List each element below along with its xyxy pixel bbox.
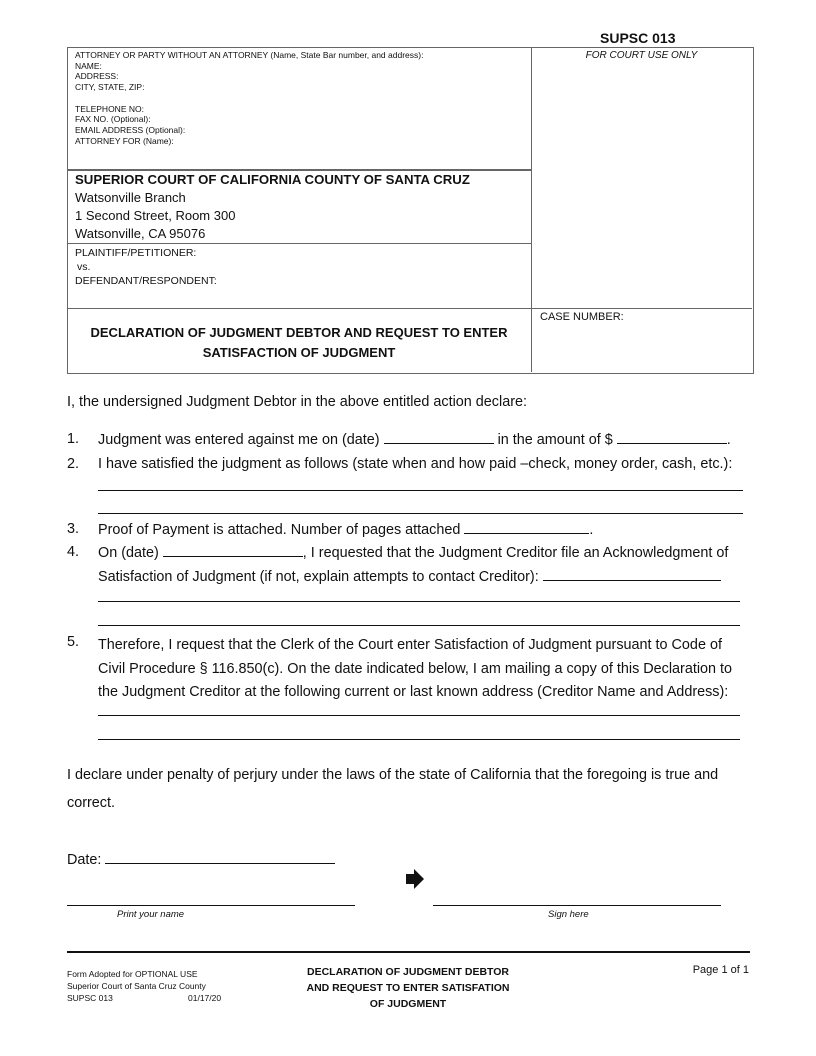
attorney-section [75, 50, 423, 146]
payment-details-line[interactable] [98, 513, 743, 514]
payment-details-line[interactable] [98, 490, 743, 491]
spacer [75, 93, 423, 104]
item-3-text: . [589, 522, 594, 538]
parties [75, 246, 217, 288]
print-name-label: Print your name [117, 909, 185, 920]
attorney-city-field[interactable]: CITY, STATE, ZIP: [75, 82, 145, 93]
judgment-date-field[interactable] [384, 431, 494, 444]
creditor-address-line[interactable] [98, 715, 740, 716]
item-number: 1. [67, 431, 80, 447]
date-label: Date: [67, 852, 102, 868]
court-street: 1 Second Street, Room 300 [75, 208, 236, 223]
item-1-text: in the amount of $ [497, 432, 613, 448]
footer-left [67, 968, 237, 1004]
attorney-address-field[interactable]: ADDRESS: [75, 71, 119, 82]
declaration-text: correct. [67, 795, 115, 811]
item-5-text: Therefore, I request that the Clerk of the Court enter Satisfaction of Judgment pursuant to Code of [98, 637, 722, 653]
divider [67, 243, 531, 244]
divider [67, 308, 752, 309]
footer-title-line: DECLARATION OF JUDGMENT DEBTOR [306, 966, 510, 978]
signature-line[interactable] [433, 905, 721, 906]
attorney-email-field[interactable]: EMAIL ADDRESS (Optional): [75, 124, 186, 135]
item-4-continued [98, 568, 721, 585]
footer-rule [67, 951, 750, 953]
item-3-text: Proof of Payment is attached. Number of pages attached [98, 522, 461, 538]
item-number: 2. [67, 456, 80, 472]
footer-title-line: OF JUDGMENT [369, 998, 447, 1010]
intro-text: I, the undersigned Judgment Debtor in the above entitled action declare: [67, 394, 528, 410]
footer-id-row [67, 992, 237, 1004]
attorney-name-field[interactable]: NAME: [75, 60, 102, 71]
form-title-line: DECLARATION OF JUDGMENT DEBTOR AND REQUEST TO ENTER [90, 325, 508, 340]
item-5 [98, 634, 732, 705]
divider [531, 47, 532, 372]
item-2-text: I have satisfied the judgment as follows (state when and how paid –check, money order, cash, etc.): [98, 456, 733, 472]
item-number: 5. [67, 634, 80, 650]
pages-attached-field[interactable] [464, 521, 589, 534]
item-1-text: Judgment was entered against me on (date) [98, 432, 380, 448]
court-use-label: FOR COURT USE ONLY [585, 50, 698, 61]
defendant-field[interactable]: DEFENDANT/RESPONDENT: [75, 275, 217, 287]
court-info [75, 171, 470, 243]
sign-here-label: Sign here [548, 909, 589, 920]
attorney-for-field[interactable]: ATTORNEY FOR (Name): [75, 135, 174, 146]
footer-text: Superior Court of Santa Cruz County [67, 981, 206, 991]
judgment-amount-field[interactable] [617, 431, 727, 444]
attorney-telephone-field[interactable]: TELEPHONE NO: [75, 103, 144, 114]
footer-date: 01/17/20 [188, 993, 222, 1003]
item-number: 4. [67, 544, 80, 560]
item-4-text: , I requested that the Judgment Creditor file an Acknowledgment of [302, 545, 729, 561]
item-4-text: Satisfaction of Judgment (if not, explain attempts to contact Creditor): [98, 569, 539, 585]
footer-form-id: SUPSC 013 [67, 993, 113, 1003]
case-number-field[interactable]: CASE NUMBER: [540, 311, 624, 323]
page-number: Page 1 of 1 [692, 964, 749, 976]
contact-attempts-line[interactable] [98, 601, 740, 602]
court-name: SUPERIOR COURT OF CALIFORNIA COUNTY OF SANTA CRUZ [75, 172, 470, 187]
declaration-text: I declare under penalty of perjury under the laws of the state of California that the foregoing is true and [67, 767, 719, 783]
item-1 [98, 431, 731, 448]
item-5-text: the Judgment Creditor at the following current or last known address (Creditor Name and Address): [98, 684, 729, 700]
item-3 [98, 521, 593, 538]
request-date-field[interactable] [163, 544, 303, 557]
vs-label: vs. [77, 261, 91, 273]
arrow-right-icon [405, 868, 425, 890]
declaration [67, 761, 718, 817]
court-city: Watsonville, CA 95076 [75, 226, 206, 241]
print-name-line[interactable] [67, 905, 355, 906]
creditor-address-line[interactable] [98, 739, 740, 740]
item-5-text: Civil Procedure § 116.850(c). On the date indicated below, I am mailing a copy of this Declaration to [98, 660, 733, 677]
signature-date-field[interactable] [105, 851, 335, 864]
contact-attempts-line[interactable] [98, 625, 740, 626]
contact-attempts-field[interactable] [543, 568, 721, 581]
footer-title-line: AND REQUEST TO ENTER SATISFATION [306, 982, 510, 994]
court-branch: Watsonville Branch [75, 190, 186, 205]
attorney-fax-field[interactable]: FAX NO. (Optional): [75, 114, 151, 125]
form-id: SUPSC 013 [600, 30, 676, 46]
item-4 [98, 544, 728, 561]
plaintiff-field[interactable]: PLAINTIFF/PETITIONER: [75, 247, 197, 259]
form-title-line: SATISFACTION OF JUDGMENT [202, 345, 396, 360]
item-4-text: On (date) [98, 545, 159, 561]
form-title [67, 323, 531, 363]
item-number: 3. [67, 521, 80, 537]
footer-title [258, 964, 558, 1012]
item-1-text: . [726, 432, 731, 448]
date-row [67, 851, 335, 868]
attorney-header: ATTORNEY OR PARTY WITHOUT AN ATTORNEY (Name, State Bar number, and address): [75, 50, 424, 60]
footer-text: Form Adopted for OPTIONAL USE [67, 969, 198, 979]
